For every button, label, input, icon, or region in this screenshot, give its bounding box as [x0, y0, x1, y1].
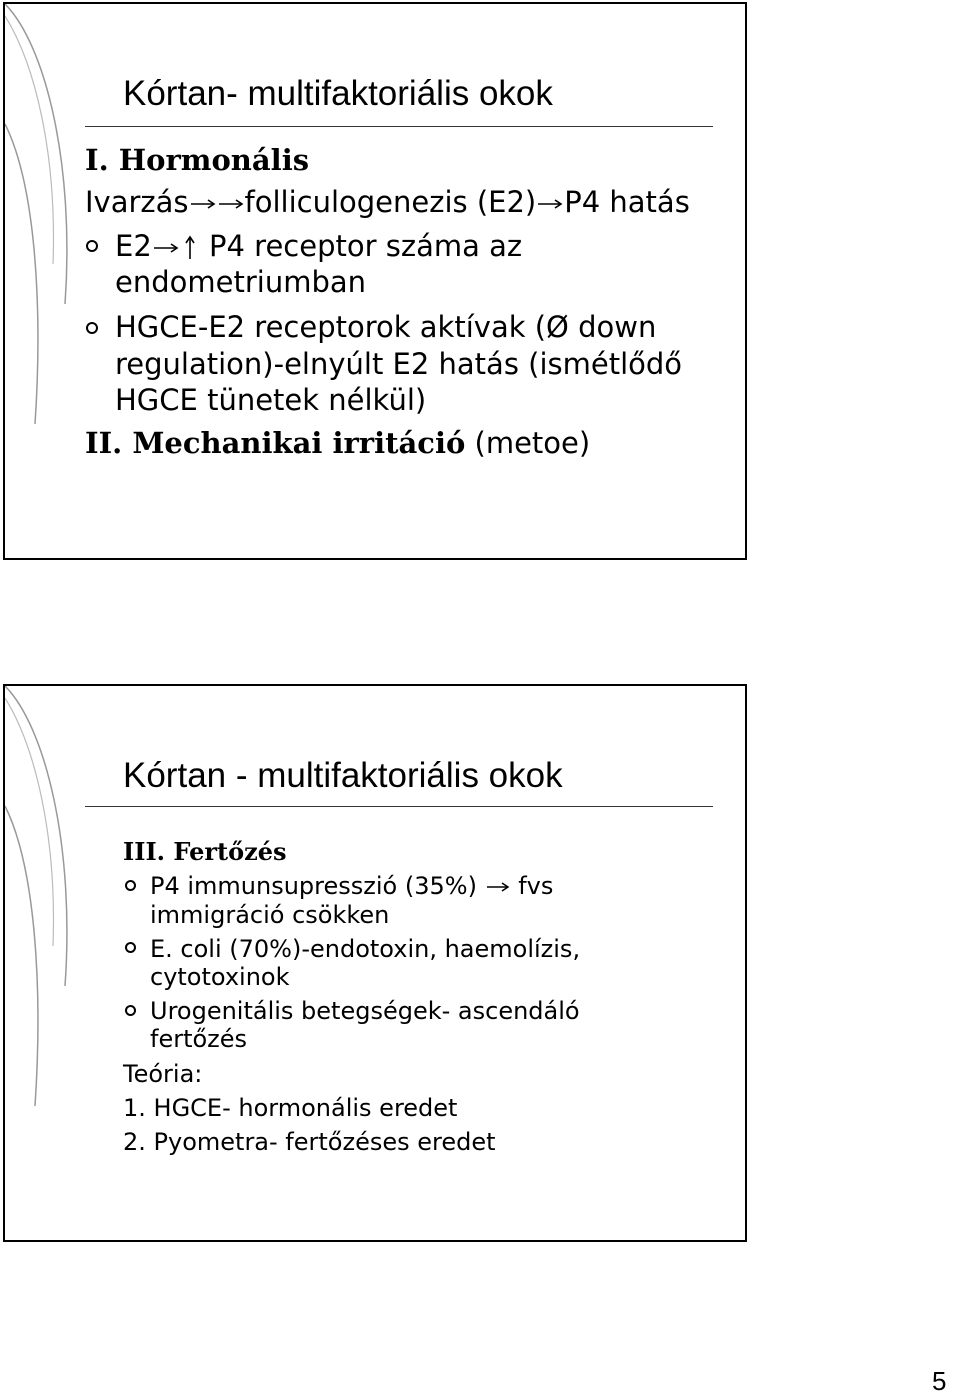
slide-1: [3, 2, 747, 560]
section-heading-mechanical: [85, 426, 591, 460]
slide-decoration-curves: [5, 4, 125, 562]
bullet-icon: [125, 1005, 136, 1016]
title-underline: [85, 806, 713, 807]
slide-title: Kórtan- multifaktoriális okok: [123, 74, 553, 113]
right-arrow-icon: [189, 197, 217, 211]
slide-2: [3, 684, 747, 1242]
slide-decoration-curves: [5, 686, 125, 1244]
slide-title: Kórtan - multifaktoriális okok: [123, 756, 563, 795]
theory-item-1: 1. HGCE- hormonális eredet: [123, 1094, 458, 1122]
bullet-urogenital-line-1: Urogenitális betegségek- ascendáló: [150, 997, 580, 1025]
bullet-ecoli-line-2: cytotoxinok: [150, 963, 290, 991]
theory-label: Teória:: [123, 1060, 203, 1088]
bullet-icon: [125, 942, 136, 953]
receptor-text: P4 receptor száma az: [209, 229, 523, 263]
up-arrow-icon: [180, 235, 200, 261]
section-heading-infection: III. Fertőzés: [123, 837, 287, 866]
bullet-hgce-line-3: HGCE tünetek nélkül): [115, 383, 427, 417]
page-number: 5: [932, 1366, 947, 1396]
section-heading-hormonal: I. Hormonális: [85, 143, 310, 177]
fvs-text: fvs: [518, 872, 554, 900]
bullet-e2-line-2: endometriumban: [115, 265, 367, 299]
mechanical-heading-bold: II. Mechanikai irritáció: [85, 426, 466, 460]
right-arrow-icon: [485, 881, 511, 893]
right-arrow-icon: [536, 197, 564, 211]
right-arrow-icon: [152, 241, 180, 255]
bullet-ecoli-line-1: E. coli (70%)-endotoxin, haemolízis,: [150, 935, 581, 963]
bullet-icon: [86, 240, 98, 252]
bullet-hgce-line-2: regulation)-elnyúlt E2 hatás (ismétlődő: [115, 347, 683, 381]
bullet-p4-line-1: [150, 874, 553, 898]
bullet-hgce-line-1: HGCE-E2 receptorok aktívak (Ø down: [115, 310, 657, 344]
bullet-icon: [125, 880, 136, 891]
estrus-text: Ivarzás: [85, 185, 189, 219]
title-underline: [85, 126, 713, 127]
bullet-urogenital-line-2: fertőzés: [150, 1025, 248, 1053]
p4-effect-text: P4 hatás: [564, 185, 690, 219]
estrus-line: [85, 185, 690, 219]
mechanical-heading-rest: (metoe): [474, 426, 591, 460]
right-arrow-icon: [217, 197, 245, 211]
theory-item-2: 2. Pyometra- fertőzéses eredet: [123, 1128, 496, 1156]
bullet-e2-line: [115, 229, 523, 263]
e2-text: E2: [115, 229, 152, 263]
bullet-icon: [86, 322, 98, 334]
p4-immuno-text: P4 immunsupresszió (35%): [150, 872, 477, 900]
bullet-p4-line-2: immigráció csökken: [150, 901, 390, 929]
folliculogenesis-text: folliculogenezis (E2): [244, 185, 537, 219]
